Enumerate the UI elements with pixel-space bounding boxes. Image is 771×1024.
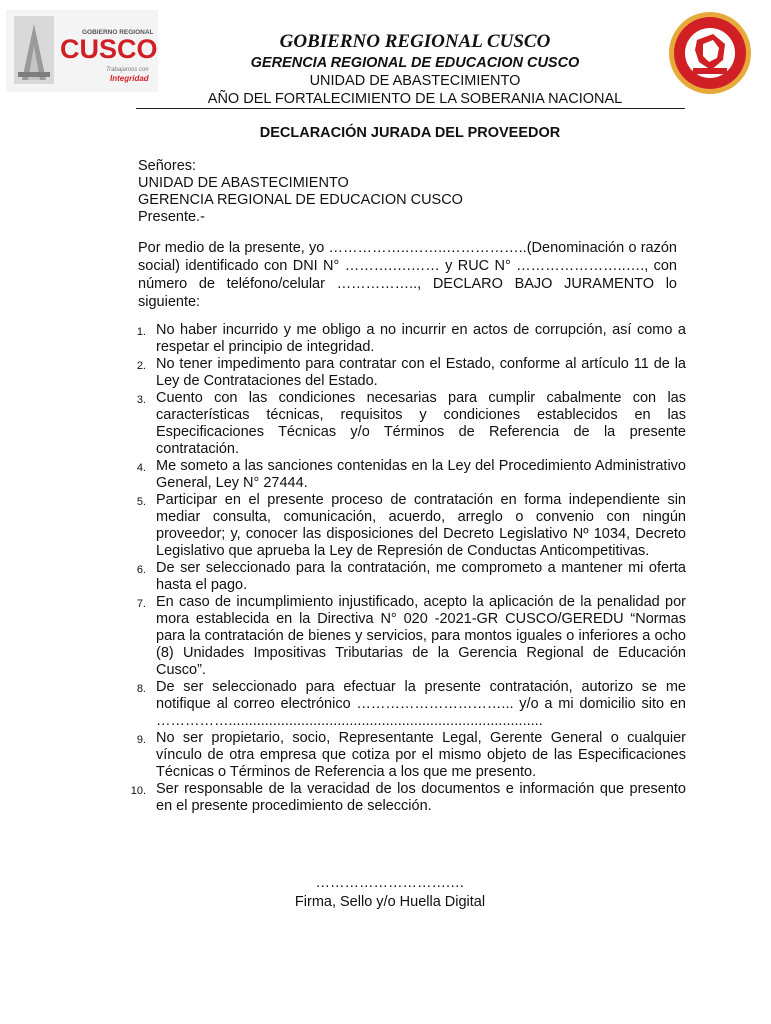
logo-small-text: GOBIERNO REGIONAL: [82, 29, 154, 36]
item-text: No haber incurrido y me obligo a no incurrir en actos de corrupción, así como a respetar el principio de integridad.: [156, 322, 686, 355]
item-number: 9.: [136, 734, 146, 746]
item-number: 4.: [136, 462, 146, 474]
declaration-item: [120, 781, 686, 815]
header-government: GOBIERNO REGIONAL CUSCO: [279, 31, 551, 52]
declaration-item: [120, 560, 686, 594]
logo-tagline-2: Integridad: [110, 74, 149, 83]
signature-label: Firma, Sello y/o Huella Digital: [294, 894, 486, 910]
addressee-block: [138, 158, 463, 226]
declaration-list: [120, 322, 686, 815]
header-gerencia: GERENCIA REGIONAL DE EDUCACION CUSCO: [250, 55, 580, 71]
item-number: 1.: [136, 326, 146, 338]
header-year-motto: AÑO DEL FORTALECIMIENTO DE LA SOBERANIA NACIONAL: [207, 91, 623, 107]
declaration-item: [120, 356, 686, 390]
declaration-item: [120, 458, 686, 492]
item-text: No ser propietario, socio, Representante Legal, Gerente General o cualquier vínculo de otra empresa que cotiza por el mismo objeto de las Especificaciones Técnicas o Términos de Referencia a los que me presento.: [156, 730, 686, 780]
item-text: En caso de incumplimiento injustificado, acepto la aplicación de la penalidad por mora establecida en la Directiva N° 020 -2021-GR CUSCO/GEREDU “Normas para la contratación de bienes y servicios, para montos iguales o inferiores a ocho (8) Unidades Impositivas Tributarias de la Gerencia Regional de Educación Cusco”.: [156, 594, 686, 678]
item-text: Ser responsable de la veracidad de los documentos e información que presento en el presente procedimiento de selección.: [156, 781, 686, 814]
document-title: DECLARACIÓN JURADA DEL PROVEEDOR: [259, 125, 561, 141]
item-text: Me someto a las sanciones contenidas en la Ley del Procedimiento Administrativo General, Ley N° 27444.: [156, 458, 686, 491]
header-divider: [136, 108, 685, 109]
addressee-line: UNIDAD DE ABASTECIMIENTO: [138, 175, 349, 191]
logo-tagline-1: Trabajamos con: [106, 67, 149, 73]
gobierno-regional-cusco-logo: [6, 10, 158, 92]
item-text: De ser seleccionado para efectuar la presente contratación, autorizo se me notifique al correo electrónico …………………………... y/o a mi domicilio sito en ……………..............................................................................: [156, 679, 686, 729]
item-number: 6.: [136, 564, 146, 576]
item-number: 2.: [136, 360, 146, 372]
declaration-item: [120, 594, 686, 679]
signature-line: ……………………….…: [315, 875, 465, 891]
declaration-item: [120, 679, 686, 730]
item-number: 7.: [136, 598, 146, 610]
item-text: De ser seleccionado para la contratación, me comprometo a mantener mi oferta hasta el pago.: [156, 560, 686, 593]
declaration-item: [120, 492, 686, 560]
declaration-item: [120, 730, 686, 781]
item-text: Participar en el presente proceso de contratación en forma independiente sin mediar consulta, comunicación, acuerdo, arreglo o convenio con ningún proveedor; y, conocer las disposiciones del Decreto Legislativo Nº 1034, Decreto Legislativo que aprueba la Ley de Represión de Conductas Anticompetitivas.: [156, 492, 686, 559]
item-text: No tener impedimento para contratar con el Estado, conforme al artículo 11 de la Ley de Contrataciones del Estado.: [156, 356, 686, 389]
signature-block: [240, 874, 540, 912]
item-number: 3.: [136, 394, 146, 406]
declaration-item: [120, 322, 686, 356]
header-unidad: UNIDAD DE ABASTECIMIENTO: [309, 73, 521, 89]
intro-paragraph: Por medio de la presente, yo ……………..……..……………..(Denominación o razón social) identificado con DNI N° ……….….…… y RUC N° …………………..…., con número de teléfono/celular …………….., DECLARO BAJO JURAMENTO lo siguiente:: [138, 240, 677, 310]
declaration-item: [120, 390, 686, 458]
addressee-line: GERENCIA REGIONAL DE EDUCACION CUSCO: [138, 192, 463, 208]
item-text: Cuento con las condiciones necesarias para cumplir cabalmente con las características técnicas, requisitos y condiciones establecidos en las Especificaciones Técnicas y/o Términos de Referencia de la presente contratación.: [156, 390, 686, 457]
logo-big-text: CUSCO: [60, 34, 158, 64]
item-number: 5.: [136, 496, 146, 508]
addressee-line: Presente.-: [138, 209, 205, 225]
item-number: 10.: [130, 785, 146, 797]
item-number: 8.: [136, 683, 146, 695]
addressee-line: Señores:: [138, 158, 197, 174]
